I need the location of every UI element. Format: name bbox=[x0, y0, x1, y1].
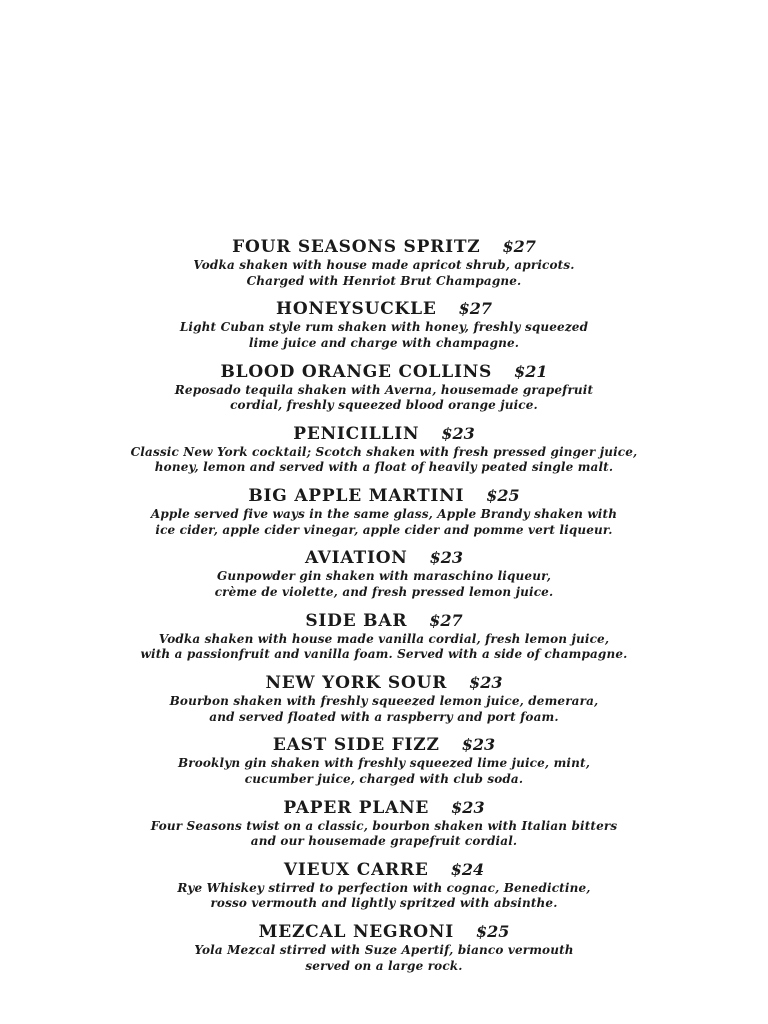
menu-item-description-line: honey, lemon and served with a float of heavily peated single malt. bbox=[154, 460, 614, 475]
menu-item-description-line: crème de violette, and fresh pressed lemon juice. bbox=[214, 584, 554, 599]
menu-item-title-line bbox=[0, 859, 768, 881]
menu-item-title-line bbox=[0, 921, 768, 943]
menu-item-price: $27 bbox=[502, 237, 536, 256]
menu-item-title-line bbox=[0, 423, 768, 445]
menu-item-description-line: Yola Mezcal stirred with Suze Apertif, bianco vermouth bbox=[194, 943, 574, 958]
menu-item-description-line: and our housemade grapefruit cordial. bbox=[250, 834, 518, 849]
menu-item-description-line: cordial, freshly squeezed blood orange juice. bbox=[230, 398, 538, 413]
menu-item bbox=[0, 672, 768, 734]
menu-item-name: BLOOD ORANGE COLLINS bbox=[220, 361, 493, 382]
menu-item-name: AVIATION bbox=[304, 548, 408, 569]
menu-item-description-line: Brooklyn gin shaken with freshly squeezed lime juice, mint, bbox=[177, 756, 591, 771]
menu-item-description-line: Gunpowder gin shaken with maraschino liqueur, bbox=[216, 569, 552, 584]
menu-item bbox=[0, 797, 768, 859]
menu-item-name: PENICILLIN bbox=[293, 423, 420, 444]
menu-item bbox=[0, 610, 768, 672]
menu-item-price: $23 bbox=[451, 797, 485, 817]
menu-item-description-line: Four Seasons twist on a classic, bourbon shaken with Italian bitters bbox=[150, 818, 618, 833]
menu-item-name: EAST SIDE FIZZ bbox=[272, 735, 440, 756]
menu-item-description-line: cucumber juice, charged with club soda. bbox=[244, 771, 524, 786]
menu-item-description-line: lime juice and charge with champagne. bbox=[248, 335, 520, 350]
menu-item-name: NEW YORK SOUR bbox=[265, 673, 448, 694]
menu-item-name: SIDE BAR bbox=[305, 610, 408, 631]
menu-item-price: $25 bbox=[486, 486, 520, 506]
menu-item-title-line bbox=[0, 547, 768, 569]
menu-item-description-line: ice cider, apple cider vinegar, apple cider and pomme vert liqueur. bbox=[155, 522, 613, 537]
menu-item bbox=[0, 485, 768, 547]
cocktail-menu bbox=[0, 236, 768, 984]
menu-item-description-line: Vodka shaken with house made apricot shrub, apricots. bbox=[193, 258, 575, 272]
menu-item-price: $24 bbox=[450, 859, 485, 879]
menu-item bbox=[0, 921, 768, 983]
menu-item-name: MEZCAL NEGRONI bbox=[258, 922, 454, 943]
menu-item-price: $23 bbox=[461, 735, 496, 755]
menu-item bbox=[0, 423, 768, 485]
menu-item-description-line: rosso vermouth and lightly spritzed with absinthe. bbox=[210, 896, 558, 911]
menu-item-description-line: Classic New York cocktail; Scotch shaken with fresh pressed ginger juice, bbox=[130, 444, 638, 459]
menu-item-description-line: Bourbon shaken with freshly squeezed lemon juice, demerara, bbox=[169, 694, 599, 709]
menu-item-title-line bbox=[0, 361, 768, 383]
menu-item-description-line: Apple served five ways in the same glass, Apple Brandy shaken with bbox=[150, 507, 618, 522]
menu-item-title-line bbox=[0, 298, 768, 320]
menu-item-description-line: served on a large rock. bbox=[305, 958, 463, 973]
menu-item-description-line: Light Cuban style rum shaken with honey, freshly squeezed bbox=[179, 320, 589, 335]
menu-item-title-line bbox=[0, 485, 768, 507]
menu-item bbox=[0, 298, 768, 360]
menu-item-price: $27 bbox=[458, 299, 493, 319]
menu-item-title-line bbox=[0, 236, 768, 258]
menu-item-description-line: and served floated with a raspberry and port foam. bbox=[209, 709, 559, 724]
menu-item bbox=[0, 236, 768, 298]
menu-item-price: $27 bbox=[429, 610, 463, 630]
menu-item-description-line: Vodka shaken with house made vanilla cordial, fresh lemon juice, bbox=[158, 631, 610, 646]
menu-item-name: BIG APPLE MARTINI bbox=[248, 486, 465, 507]
menu-item-description-line: with a passionfruit and vanilla foam. Served with a side of champagne. bbox=[140, 647, 628, 662]
menu-item-description-line: Charged with Henriot Brut Champagne. bbox=[246, 273, 522, 288]
menu-item-title-line bbox=[0, 797, 768, 819]
menu-item bbox=[0, 734, 768, 796]
menu-item-price: $21 bbox=[514, 361, 548, 381]
menu-item-title-line bbox=[0, 672, 768, 694]
menu-item bbox=[0, 859, 768, 921]
menu-item-title-line bbox=[0, 734, 768, 756]
menu-item-description-line: Rye Whiskey stirred to perfection with cognac, Benedictine, bbox=[177, 880, 591, 895]
menu-item-description-line: Reposado tequila shaken with Averna, housemade grapefruit bbox=[174, 382, 594, 397]
menu-item-name: FOUR SEASONS SPRITZ bbox=[232, 237, 481, 257]
menu-item bbox=[0, 361, 768, 423]
menu-item-price: $23 bbox=[429, 548, 464, 568]
menu-item-title-line bbox=[0, 610, 768, 632]
menu-item-name: PAPER PLANE bbox=[283, 797, 430, 818]
menu-item-name: HONEYSUCKLE bbox=[275, 299, 437, 320]
menu-item-price: $23 bbox=[441, 423, 475, 443]
menu-item-price: $23 bbox=[469, 673, 503, 693]
menu-item-name: VIEUX CARRE bbox=[283, 859, 429, 880]
menu-item-price: $25 bbox=[476, 922, 510, 942]
menu-item bbox=[0, 547, 768, 609]
